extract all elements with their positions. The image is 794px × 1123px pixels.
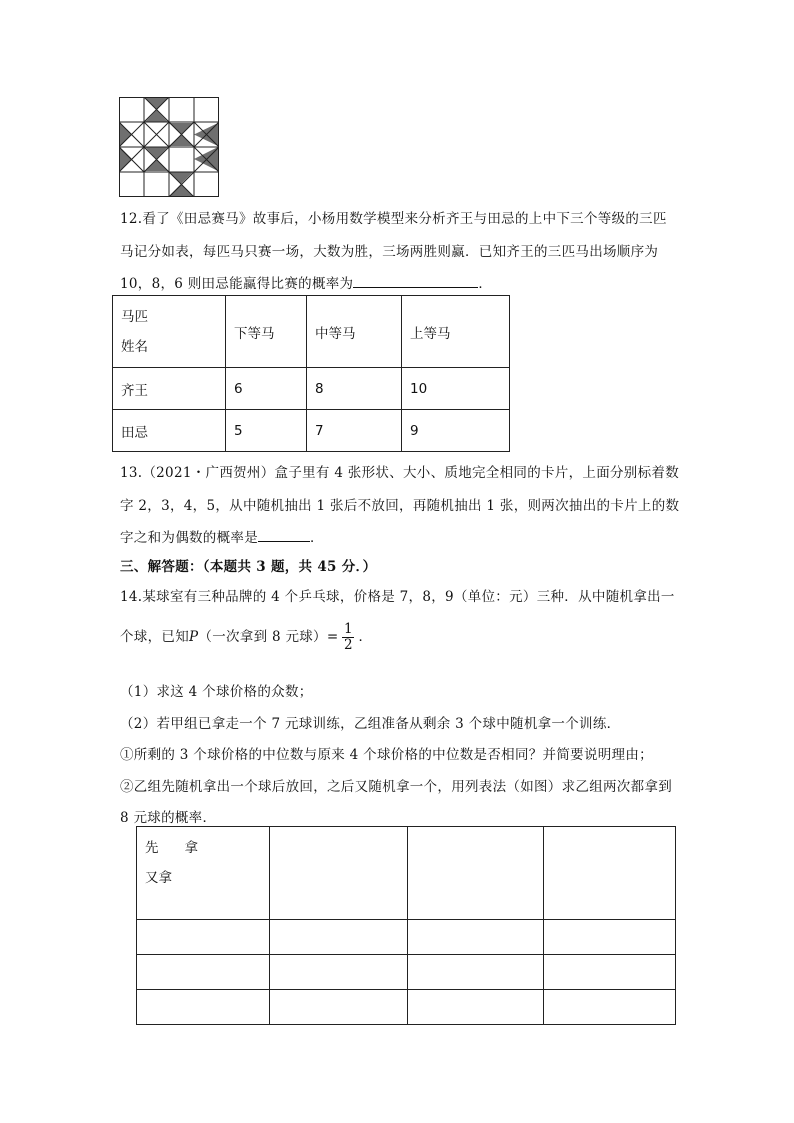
section-heading: 三、解答题：（本题共 3 题，共 45 分．） <box>120 559 377 575</box>
table-row <box>113 368 510 410</box>
table-row-name: 齐王 <box>113 368 226 410</box>
table-cell <box>270 827 408 920</box>
table-cell: 6 <box>226 368 307 410</box>
q13-text-line1: 13.（2021・广西贺州）盒子里有 4 张形状、大小、质地完全相同的卡片，上面分别标着数 <box>120 465 679 481</box>
q14-text-line1: 14.某球室有三种品牌的 4 个乒乓球，价格是 7，8，9（单位：元）三种．从中随机拿出一 <box>120 589 675 605</box>
table-header: 中等马 <box>307 296 402 368</box>
answer-blank <box>258 529 310 542</box>
q14-sub2: （2）若甲组已拿走一个 7 元球训练，乙组准备从剩余 3 个球中随机拿一个训练． <box>120 716 621 732</box>
table-row <box>137 990 676 1025</box>
shaded-grid-figure <box>119 97 219 197</box>
table-cell: 5 <box>226 410 307 452</box>
q13-text-line2: 字 2，3，4，5，从中随机抽出 1 张后不放回，再随机抽出 1 张，则两次抽出的卡片上的数 <box>120 498 680 514</box>
q14-sub1: （1）求这 4 个球价格的众数； <box>120 684 313 700</box>
table-row <box>137 955 676 990</box>
table-cell: 8 <box>307 368 402 410</box>
table-cell: 7 <box>307 410 402 452</box>
answer-blank <box>353 275 478 288</box>
table-header: 上等马 <box>402 296 510 368</box>
q14-text-line2: 个球，已知P（一次拿到 8 元球）= $\frac{1}{2}$ ． <box>120 621 373 653</box>
table-row <box>137 920 676 955</box>
table-corner-cell: 先 拿 又拿 <box>137 827 270 920</box>
table-cell <box>544 827 676 920</box>
table-header: 下等马 <box>226 296 307 368</box>
q13-text-line3: 字之和为偶数的概率是 ． <box>120 530 324 546</box>
q14-sub2a: ①所剩的 3 个球价格的中位数与原来 4 个球价格的中位数是否相同？并简要说明理由； <box>120 747 653 763</box>
table-row <box>113 410 510 452</box>
table-cell <box>408 827 544 920</box>
q14-sub2b-line2: 8 元球的概率． <box>120 810 217 826</box>
listing-table <box>136 826 676 1025</box>
table-row-name: 田忌 <box>113 410 226 452</box>
fraction: $\frac{1}{2}$ <box>344 621 353 653</box>
table-corner-cell: 马匹 姓名 <box>113 296 226 368</box>
q12-text-line2: 马记分如表，每匹马只赛一场，大数为胜，三场两胜则赢．已知齐王的三匹马出场顺序为 <box>120 244 659 260</box>
horse-score-table <box>112 295 510 452</box>
table-cell: 10 <box>402 368 510 410</box>
q14-sub2b-line1: ②乙组先随机拿出一个球后放回，之后又随机拿一个，用列表法（如图）求乙组两次都拿到 <box>120 779 672 795</box>
q12-text-line1: 12.看了《田忌赛马》故事后，小杨用数学模型来分析齐王与田忌的上中下三个等级的三匹 <box>120 211 667 227</box>
q12-text-line3: 10，8，6 则田忌能赢得比赛的概率为 ． <box>120 276 493 292</box>
table-cell: 9 <box>402 410 510 452</box>
